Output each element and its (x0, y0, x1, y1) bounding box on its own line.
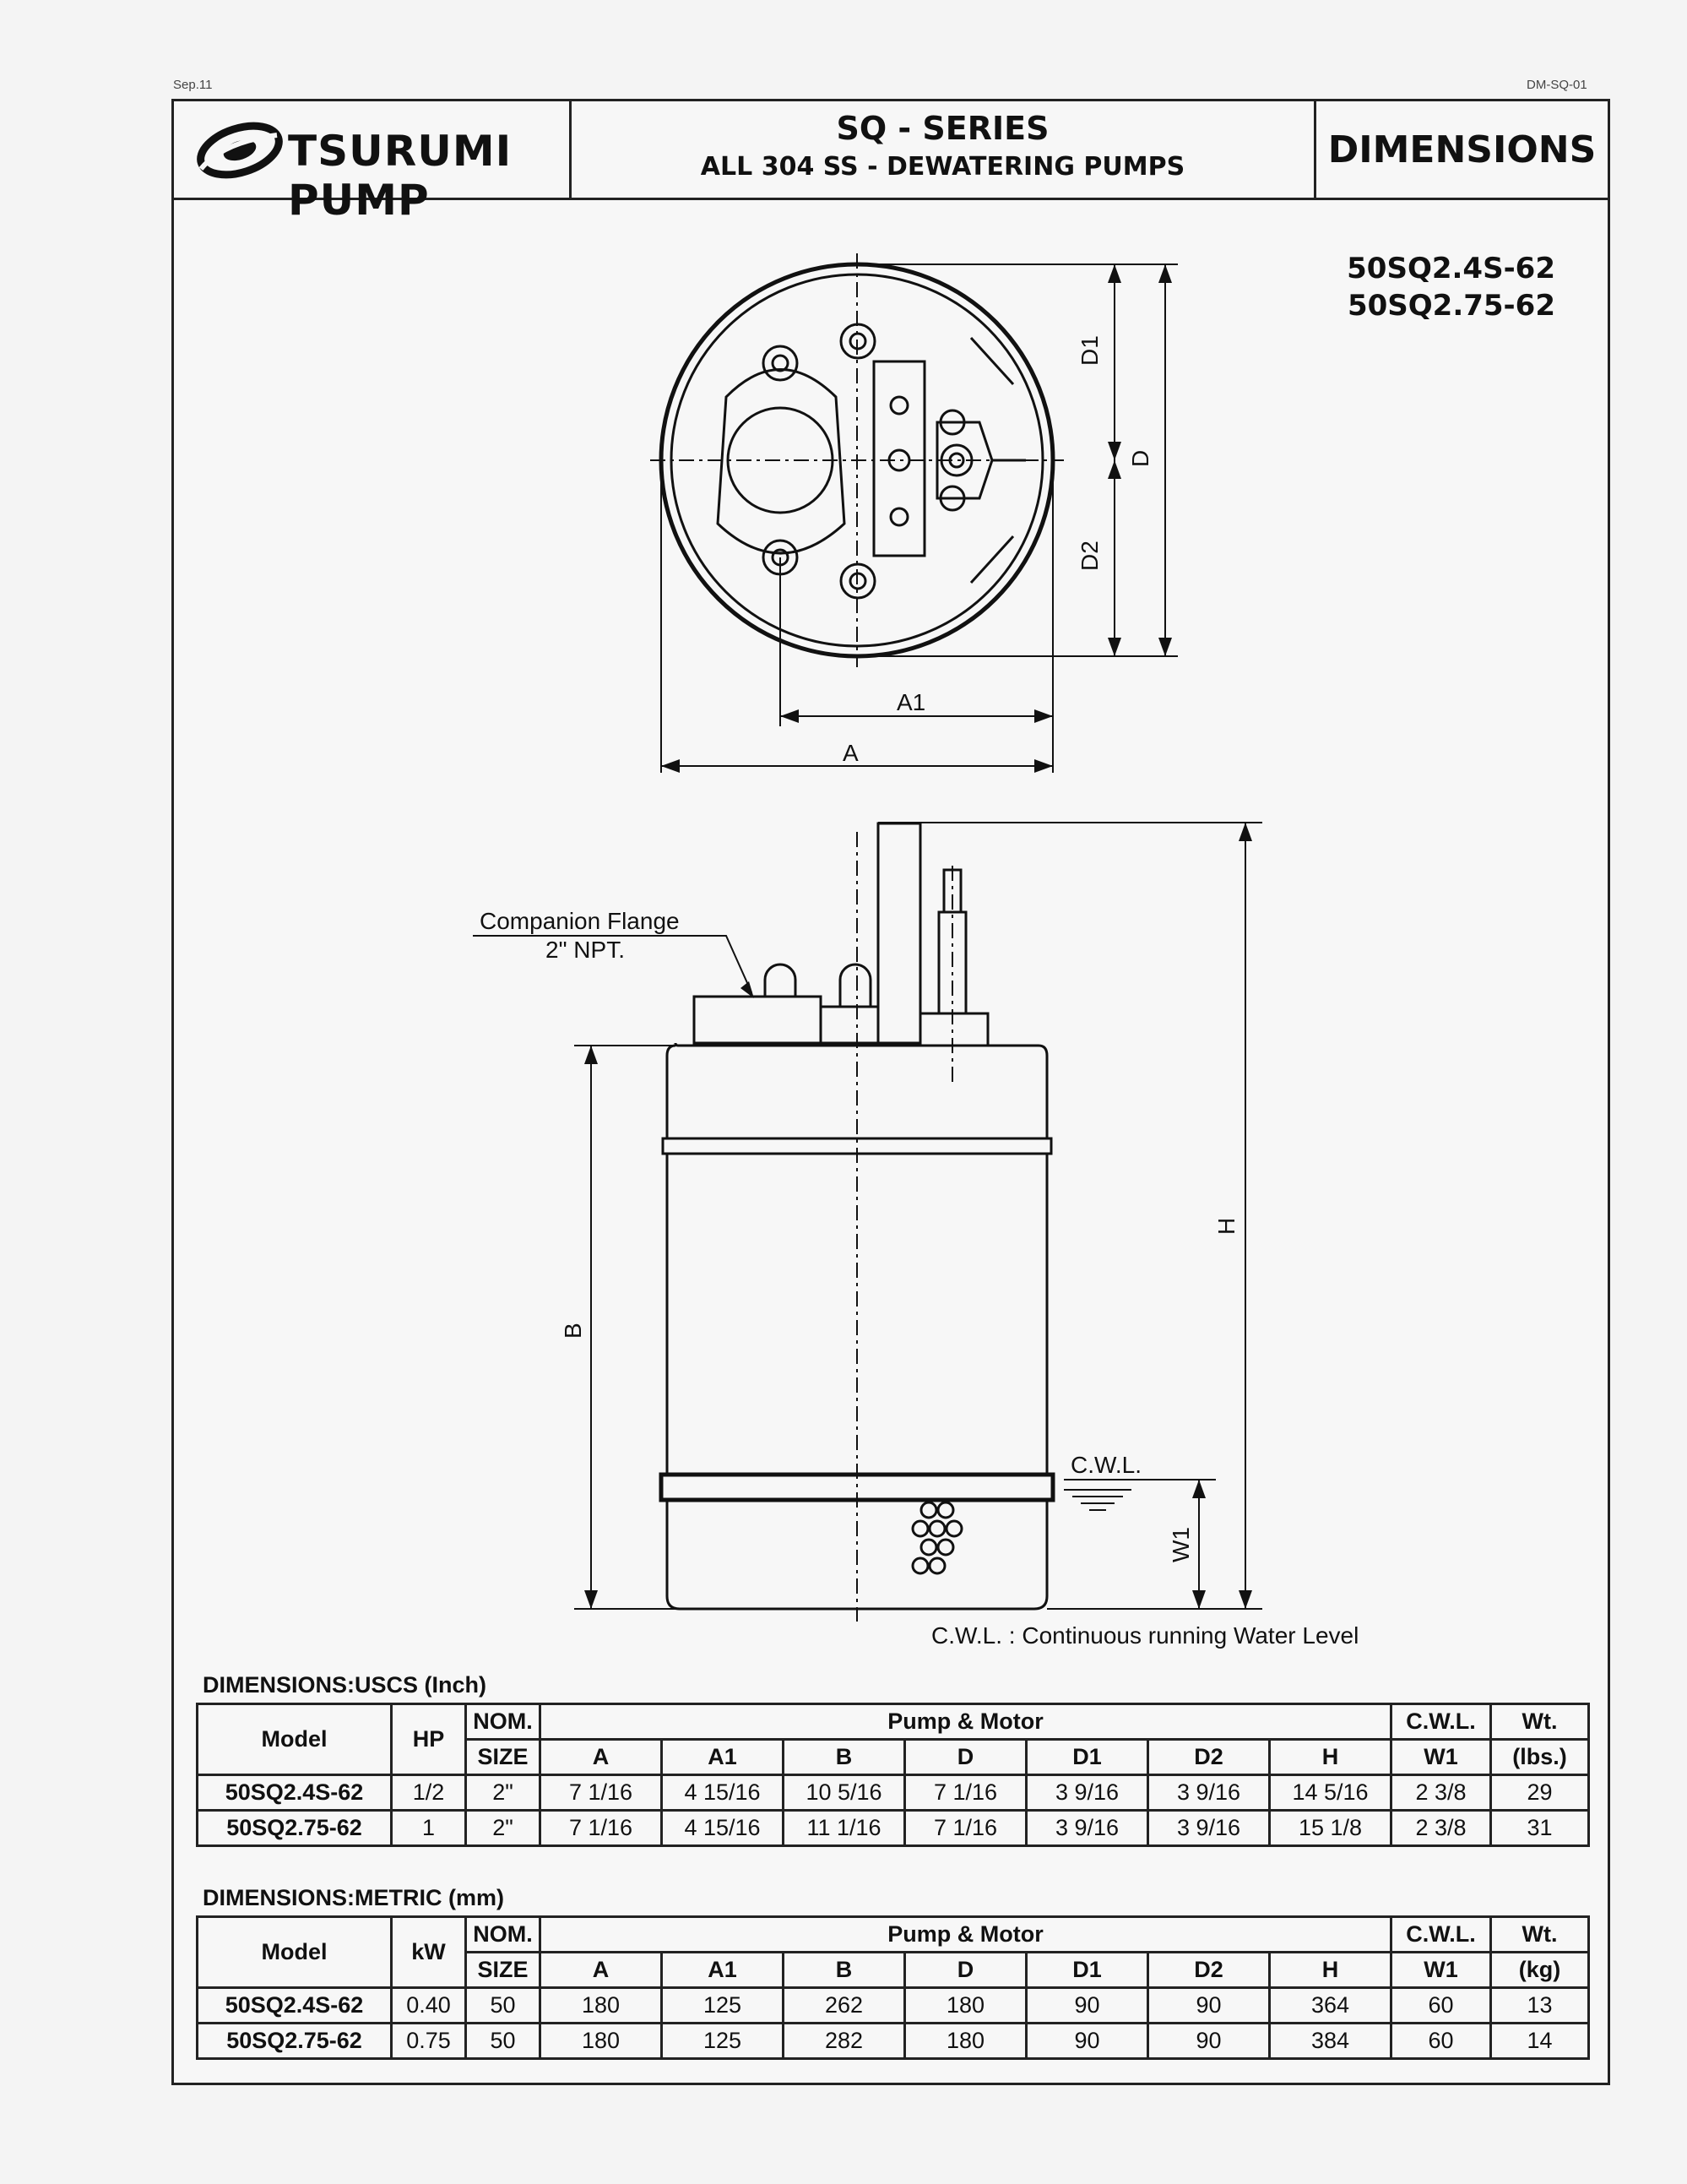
cwl-note: C.W.L. : Continuous running Water Level (931, 1622, 1359, 1649)
col-header-hp: HP (392, 1704, 466, 1775)
col-header-a1: A1 (662, 1953, 784, 1988)
table-cell: 3 9/16 (1148, 1775, 1270, 1811)
table-cell: 384 (1270, 2024, 1391, 2059)
table-cell: 50 (466, 1988, 540, 2024)
table-cell: 180 (905, 2024, 1027, 2059)
cell-model: 50SQ2.4S-62 (198, 1988, 392, 2024)
table-row (198, 1775, 1589, 1811)
table-row (198, 1988, 1589, 2024)
cell-model: 50SQ2.75-62 (198, 1811, 392, 1846)
table-cell: 364 (1270, 1988, 1391, 2024)
col-header-wt-unit: (lbs.) (1491, 1740, 1589, 1775)
col-header-d1: D1 (1027, 1953, 1148, 1988)
col-header-pump-motor: Pump & Motor (540, 1917, 1391, 1953)
col-header-w1: W1 (1391, 1953, 1491, 1988)
table-cell: 0.40 (392, 1988, 466, 2024)
col-header-h: H (1270, 1740, 1391, 1775)
table-cell: 3 9/16 (1027, 1775, 1148, 1811)
metric-table (196, 1915, 1590, 2060)
table-cell: 262 (784, 1988, 905, 2024)
col-header-b: B (784, 1740, 905, 1775)
table-cell: 90 (1148, 2024, 1270, 2059)
col-header-h: H (1270, 1953, 1391, 1988)
col-header-kw: kW (392, 1917, 466, 1988)
uscs-table (196, 1703, 1590, 1847)
table-cell: 15 1/8 (1270, 1811, 1391, 1846)
table-cell: 7 1/16 (905, 1775, 1027, 1811)
brand-name: TSURUMI PUMP (288, 127, 513, 225)
table-cell: 90 (1027, 1988, 1148, 2024)
col-header-d2: D2 (1148, 1953, 1270, 1988)
col-header-a: A (540, 1953, 662, 1988)
col-header-cwl: C.W.L. (1391, 1704, 1491, 1740)
table-cell: 13 (1491, 1988, 1589, 2024)
col-header-cwl: C.W.L. (1391, 1917, 1491, 1953)
model-label: 50SQ2.4S-62 (1347, 252, 1555, 285)
table-cell: 180 (540, 1988, 662, 2024)
col-header-w1: W1 (1391, 1740, 1491, 1775)
col-header-b: B (784, 1953, 905, 1988)
table-cell: 11 1/16 (784, 1811, 905, 1846)
table-cell: 4 15/16 (662, 1775, 784, 1811)
date-code: Sep.11 (173, 78, 213, 92)
table-cell: 1/2 (392, 1775, 466, 1811)
section-title: DIMENSIONS (1327, 128, 1597, 171)
col-header-nom: NOM. (466, 1704, 540, 1740)
metric-table-title: DIMENSIONS:METRIC (mm) (203, 1885, 504, 1910)
table-cell: 282 (784, 2024, 905, 2059)
dim-label-d2: D2 (1077, 541, 1103, 571)
table-cell: 90 (1148, 1988, 1270, 2024)
table-cell: 125 (662, 2024, 784, 2059)
table-cell: 2 3/8 (1391, 1775, 1491, 1811)
flange-size-label: 2" NPT. (545, 937, 625, 963)
dim-label-d: D (1127, 449, 1153, 467)
table-cell: 2" (466, 1775, 540, 1811)
dim-label-a: A (843, 740, 859, 766)
col-header-size: SIZE (466, 1953, 540, 1988)
table-cell: 14 (1491, 2024, 1589, 2059)
table-cell: 14 5/16 (1270, 1775, 1391, 1811)
model-label: 50SQ2.75-62 (1347, 289, 1555, 323)
table-cell: 7 1/16 (905, 1811, 1027, 1846)
table-cell: 180 (905, 1988, 1027, 2024)
table-cell: 4 15/16 (662, 1811, 784, 1846)
table-cell: 1 (392, 1811, 466, 1846)
table-cell: 10 5/16 (784, 1775, 905, 1811)
col-header-a1: A1 (662, 1740, 784, 1775)
table-cell: 2" (466, 1811, 540, 1846)
col-header-wt: Wt. (1491, 1917, 1589, 1953)
col-header-wt-unit: (kg) (1491, 1953, 1589, 1988)
table-cell: 50 (466, 2024, 540, 2059)
col-header-d: D (905, 1953, 1027, 1988)
dim-label-d1: D1 (1077, 335, 1103, 366)
table-cell: 7 1/16 (540, 1811, 662, 1846)
table-row (198, 1811, 1589, 1846)
col-header-d: D (905, 1740, 1027, 1775)
series-subtitle: ALL 304 SS - DEWATERING PUMPS (700, 152, 1185, 182)
col-header-pump-motor: Pump & Motor (540, 1704, 1391, 1740)
table-cell: 3 9/16 (1148, 1811, 1270, 1846)
table-cell: 60 (1391, 2024, 1491, 2059)
flange-label: Companion Flange (480, 908, 680, 934)
col-header-model: Model (198, 1704, 392, 1775)
series-title: SQ - SERIES (836, 110, 1050, 147)
col-header-nom: NOM. (466, 1917, 540, 1953)
document-code: DM-SQ-01 (1527, 78, 1587, 92)
col-header-d1: D1 (1027, 1740, 1148, 1775)
cell-model: 50SQ2.75-62 (198, 2024, 392, 2059)
col-header-a: A (540, 1740, 662, 1775)
table-row (198, 2024, 1589, 2059)
table-cell: 90 (1027, 2024, 1148, 2059)
table-cell: 180 (540, 2024, 662, 2059)
table-cell: 3 9/16 (1027, 1811, 1148, 1846)
uscs-table-title: DIMENSIONS:USCS (Inch) (203, 1672, 487, 1698)
table-cell: 29 (1491, 1775, 1589, 1811)
cell-model: 50SQ2.4S-62 (198, 1775, 392, 1811)
col-header-wt: Wt. (1491, 1704, 1589, 1740)
dim-label-a1: A1 (897, 689, 926, 715)
table-cell: 7 1/16 (540, 1775, 662, 1811)
dim-label-h: H (1213, 1217, 1239, 1235)
col-header-size: SIZE (466, 1740, 540, 1775)
table-cell: 2 3/8 (1391, 1811, 1491, 1846)
table-cell: 125 (662, 1988, 784, 2024)
cwl-label: C.W.L. (1071, 1452, 1142, 1478)
table-cell: 31 (1491, 1811, 1589, 1846)
table-cell: 0.75 (392, 2024, 466, 2059)
col-header-model: Model (198, 1917, 392, 1988)
dim-label-b: B (560, 1323, 586, 1339)
table-cell: 60 (1391, 1988, 1491, 2024)
col-header-d2: D2 (1148, 1740, 1270, 1775)
dim-label-w1: W1 (1168, 1527, 1194, 1562)
